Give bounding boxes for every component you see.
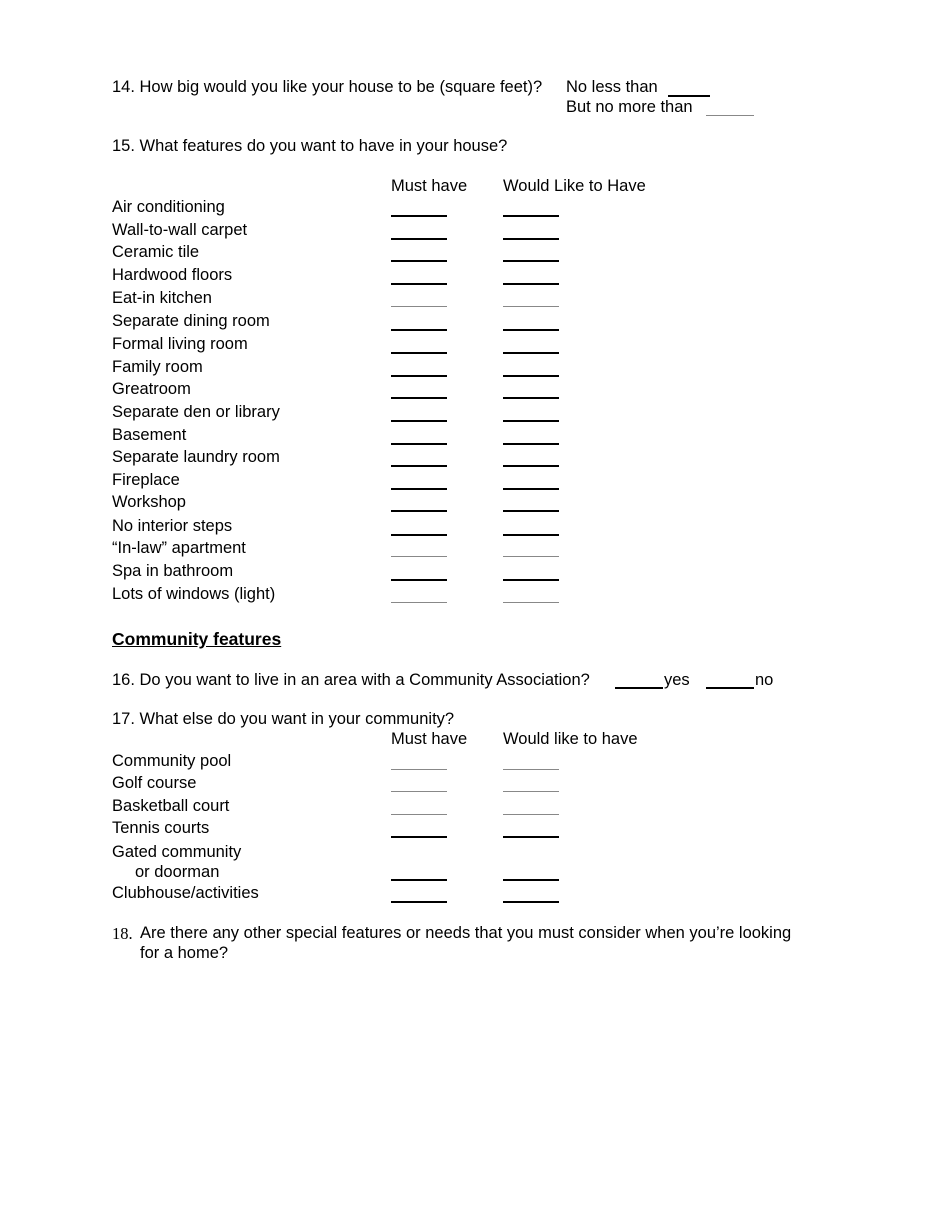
q15-would-field[interactable] — [503, 375, 559, 377]
q17-item-label: Community pool — [112, 752, 232, 770]
q16-no-label: no — [755, 671, 774, 689]
q15-item-label: Workshop — [112, 493, 186, 511]
q15-must-field[interactable] — [391, 397, 447, 399]
q15-item-label: Eat-in kitchen — [112, 289, 212, 307]
q15-must-field[interactable] — [391, 534, 447, 536]
q15-item-label: Formal living room — [112, 335, 248, 353]
q17-would-field[interactable] — [503, 769, 559, 770]
q15-would-field[interactable] — [503, 510, 559, 512]
q15-must-field[interactable] — [391, 488, 447, 490]
q15-item-label: Separate laundry room — [112, 448, 280, 466]
q15-item-label: Wall-to-wall carpet — [112, 221, 248, 239]
q15-would-field[interactable] — [503, 397, 559, 399]
q15-would-field[interactable] — [503, 329, 559, 331]
q15-would-field[interactable] — [503, 488, 559, 490]
q15-would-field[interactable] — [503, 352, 559, 354]
q15-would-field[interactable] — [503, 283, 559, 285]
q17-must-field[interactable] — [391, 769, 447, 770]
q14-max-label: But no more than — [566, 98, 693, 116]
q15-item-label: Lots of windows (light) — [112, 585, 276, 603]
q15-item-label: Family room — [112, 358, 203, 376]
q15-must-field[interactable] — [391, 352, 447, 354]
q16-yes-field[interactable] — [615, 687, 663, 689]
q15-would-field[interactable] — [503, 579, 559, 581]
q17-would-field[interactable] — [503, 791, 559, 792]
q15-would-field[interactable] — [503, 215, 559, 217]
q15-would-field[interactable] — [503, 420, 559, 422]
q14-question: 14. How big would you like your house to be (square feet)? — [112, 78, 543, 96]
q15-item-label: Separate dining room — [112, 312, 270, 330]
q15-item-label: Hardwood floors — [112, 266, 233, 284]
q18-question-line2: for a home? — [140, 944, 229, 962]
q17-would-field[interactable] — [503, 901, 559, 903]
q17-col-must-header: Must have — [391, 730, 468, 748]
q17-would-field[interactable] — [503, 836, 559, 838]
q15-must-field[interactable] — [391, 420, 447, 422]
q17-must-field[interactable] — [391, 791, 447, 792]
q15-would-field[interactable] — [503, 238, 559, 240]
q17-question: 17. What else do you want in your community? — [112, 710, 455, 728]
q17-would-field[interactable] — [503, 814, 559, 815]
q15-col-would-header: Would Like to Have — [503, 177, 646, 195]
q17-col-would-header: Would like to have — [503, 730, 638, 748]
q14-min-label: No less than — [566, 78, 658, 96]
q15-question: 15. What features do you want to have in your house? — [112, 137, 508, 155]
q17-must-field[interactable] — [391, 879, 447, 881]
q14-min-field[interactable] — [668, 95, 710, 97]
q18-question-line1: Are there any other special features or needs that you must consider when you’re looking — [140, 924, 792, 942]
q17-item-label: Clubhouse/activities — [112, 884, 259, 902]
q17-would-field[interactable] — [503, 879, 559, 881]
q17-must-field[interactable] — [391, 901, 447, 903]
q15-item-label: Greatroom — [112, 380, 191, 398]
q15-must-field[interactable] — [391, 510, 447, 512]
q15-would-field[interactable] — [503, 534, 559, 536]
q17-must-field[interactable] — [391, 814, 447, 815]
q15-must-field[interactable] — [391, 375, 447, 377]
q15-would-field[interactable] — [503, 306, 559, 307]
q17-item-label: Basketball court — [112, 797, 230, 815]
q15-must-field[interactable] — [391, 602, 447, 603]
q15-item-label: Separate den or library — [112, 403, 280, 421]
q15-item-label: Fireplace — [112, 471, 180, 489]
q16-no-field[interactable] — [706, 687, 754, 689]
q15-must-field[interactable] — [391, 215, 447, 217]
q15-item-label: No interior steps — [112, 517, 233, 535]
q15-item-label: Ceramic tile — [112, 243, 200, 261]
q15-would-field[interactable] — [503, 602, 559, 603]
q15-must-field[interactable] — [391, 443, 447, 445]
q15-must-field[interactable] — [391, 579, 447, 581]
q15-col-must-header: Must have — [391, 177, 468, 195]
q15-must-field[interactable] — [391, 260, 447, 262]
q15-must-field[interactable] — [391, 329, 447, 331]
q15-must-field[interactable] — [391, 238, 447, 240]
q15-must-field[interactable] — [391, 465, 447, 467]
q15-item-label: Spa in bathroom — [112, 562, 234, 580]
q14-max-field[interactable] — [706, 115, 754, 116]
q17-item-label: Tennis courts — [112, 819, 210, 837]
q15-must-field[interactable] — [391, 306, 447, 307]
q15-item-label: “In-law” apartment — [112, 539, 246, 557]
q15-would-field[interactable] — [503, 260, 559, 262]
q15-would-field[interactable] — [503, 443, 559, 445]
q17-item-label-continued: or doorman — [135, 863, 220, 881]
q18-number: 18. — [112, 924, 133, 943]
q16-question: 16. Do you want to live in an area with a Community Association? — [112, 671, 590, 689]
q17-must-field[interactable] — [391, 836, 447, 838]
q15-must-field[interactable] — [391, 283, 447, 285]
q15-must-field[interactable] — [391, 556, 447, 557]
q15-would-field[interactable] — [503, 465, 559, 467]
q16-yes-label: yes — [664, 671, 690, 689]
q17-item-label: Golf course — [112, 774, 197, 792]
community-heading: Community features — [112, 629, 282, 649]
q15-item-label: Basement — [112, 426, 187, 444]
q17-item-label: Gated community — [112, 843, 242, 861]
q15-would-field[interactable] — [503, 556, 559, 557]
q15-item-label: Air conditioning — [112, 198, 225, 216]
